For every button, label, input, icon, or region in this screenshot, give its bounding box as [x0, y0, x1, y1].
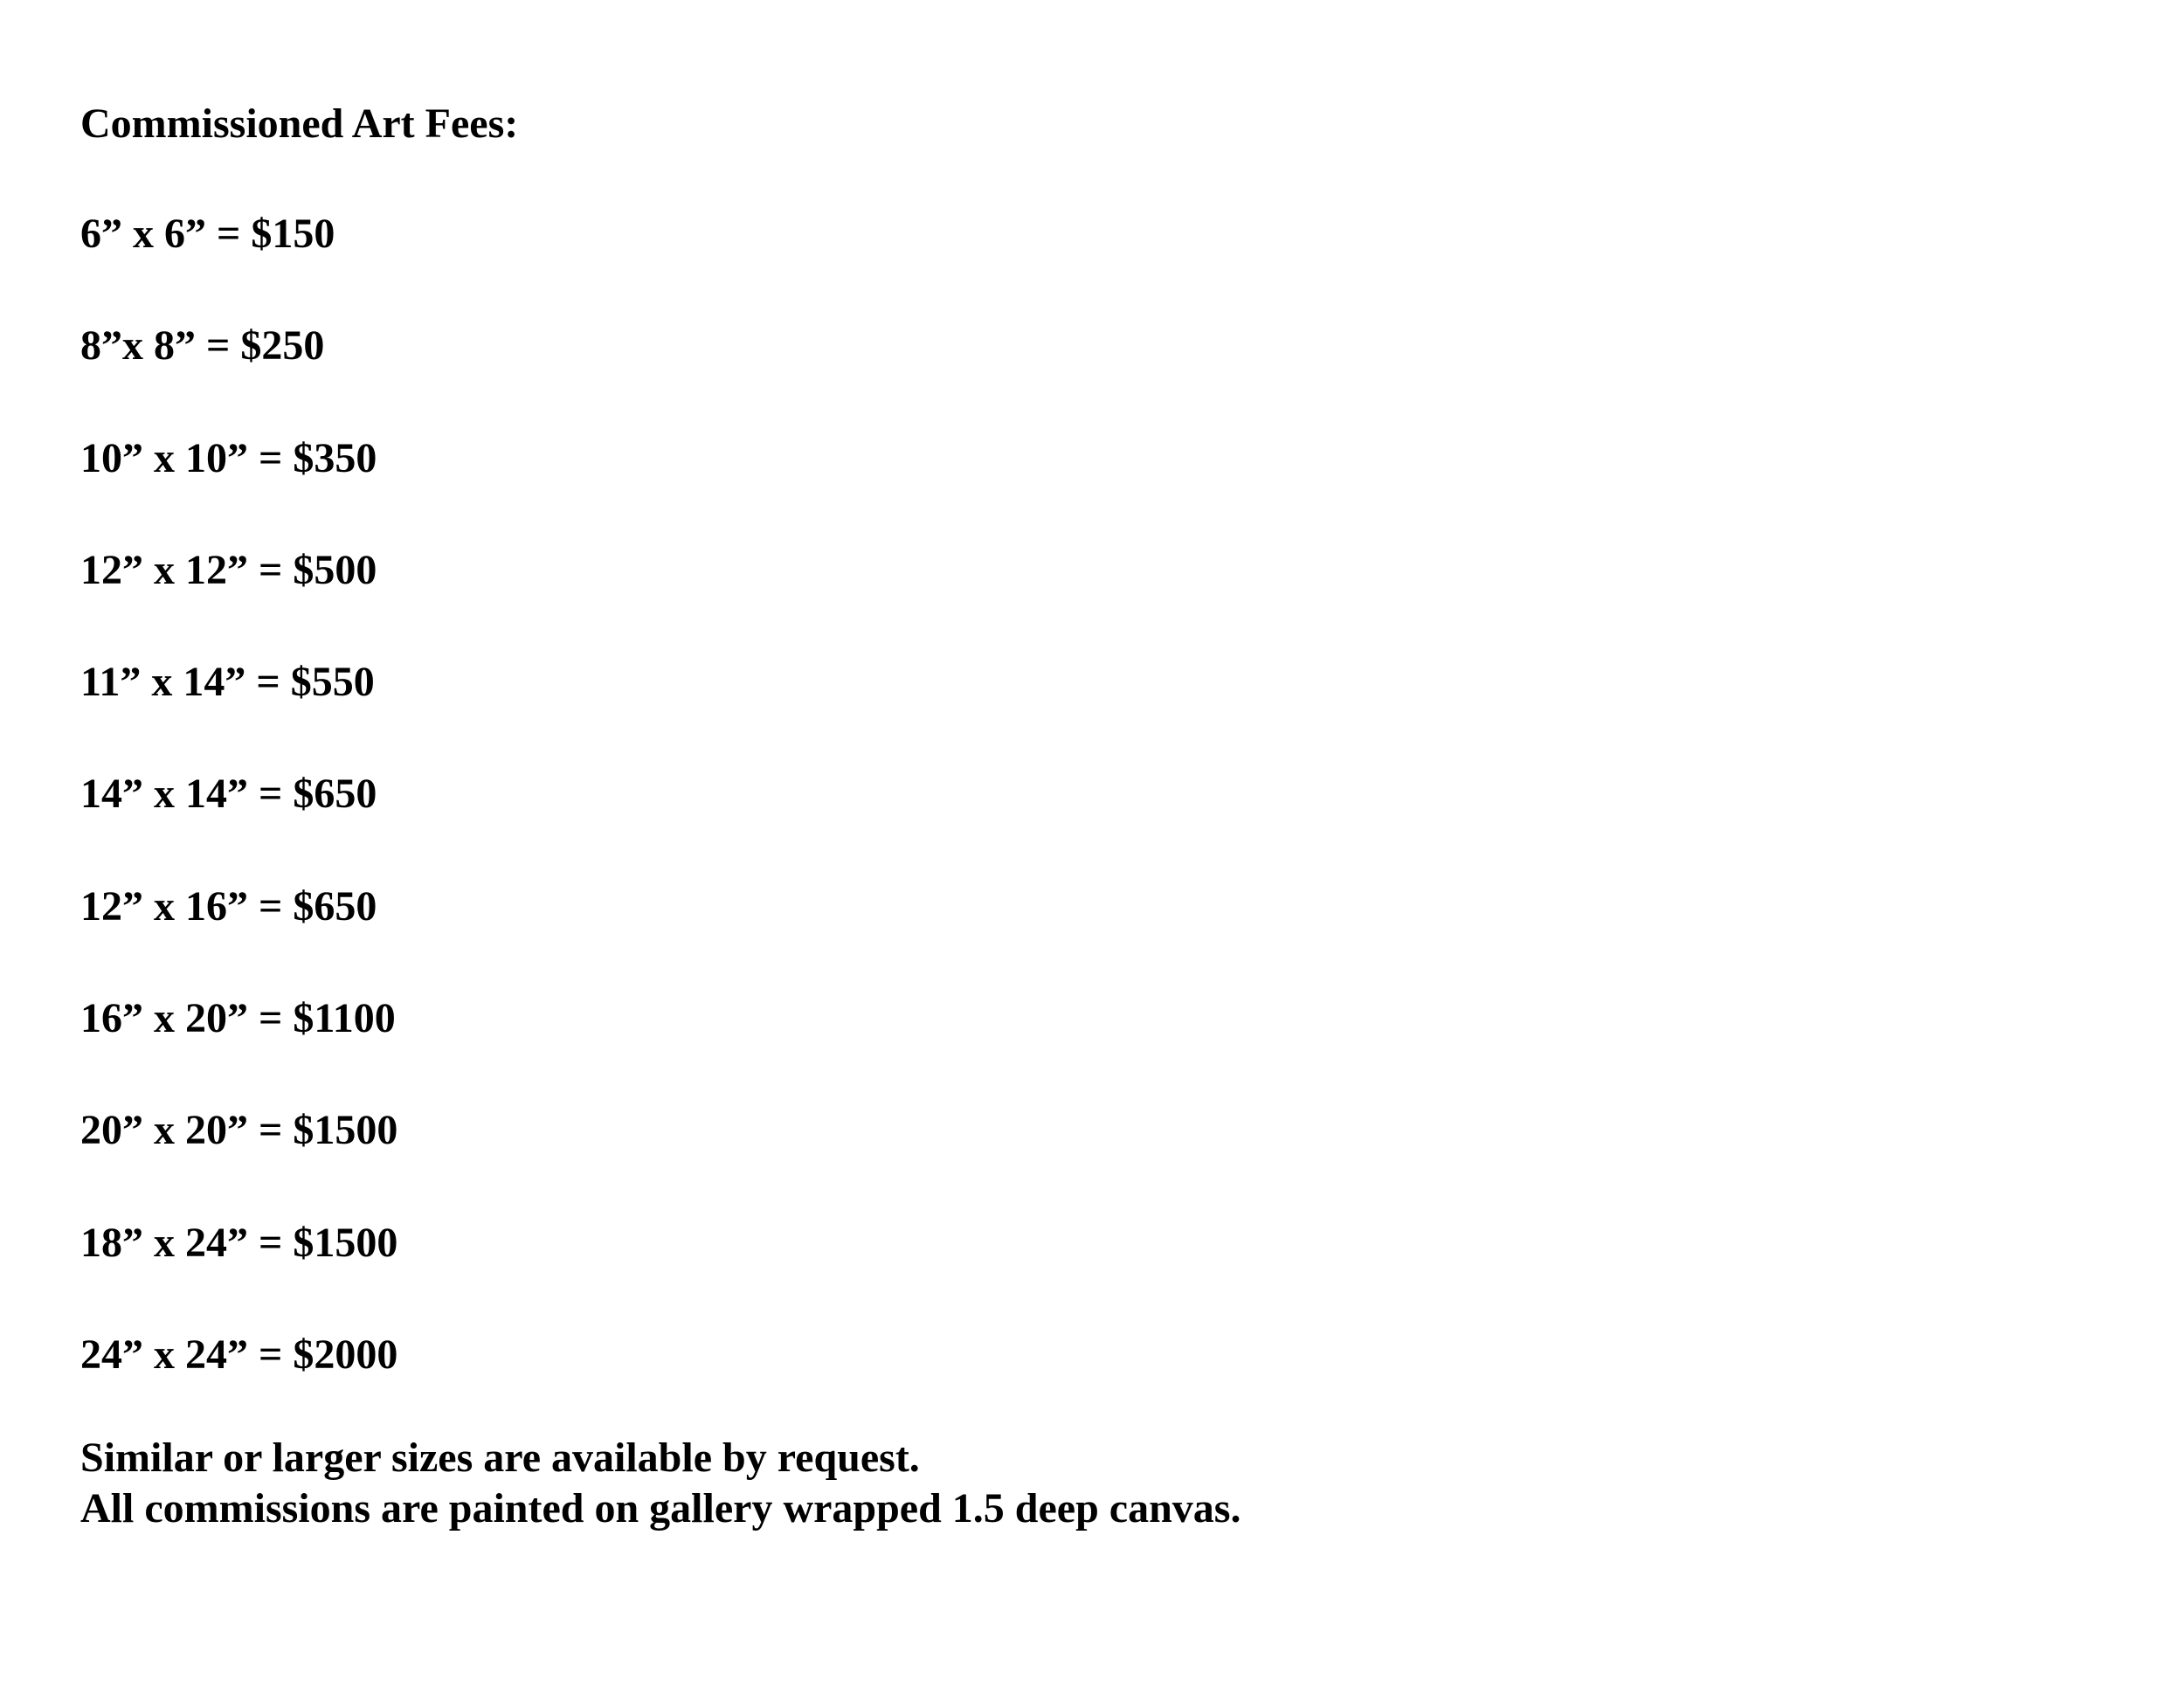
fee-item: 14” x 14” = $650	[80, 771, 377, 818]
page-title: Commissioned Art Fees:	[80, 100, 519, 147]
fee-item: 16” x 20” = $1100	[80, 995, 396, 1042]
fee-item: 6” x 6” = $150	[80, 211, 335, 257]
fee-item: 24” x 24” = $2000	[80, 1331, 398, 1378]
fee-item: 12” x 12” = $500	[80, 546, 377, 593]
note-sizes: Similar or larger sizes are available by request.	[80, 1435, 920, 1481]
fee-item: 18” x 24” = $1500	[80, 1219, 398, 1266]
document-page	[80, 0, 2090, 1687]
fee-item: 12” x 16” = $650	[80, 882, 377, 930]
fee-list	[80, 208, 397, 1441]
fee-item: 10” x 10” = $350	[80, 434, 377, 481]
notes-section	[80, 1433, 1241, 1534]
fee-item: 20” x 20” = $1500	[80, 1107, 398, 1154]
fee-item: 11” x 14” = $550	[80, 659, 375, 706]
fee-item: 8”x 8” = $250	[80, 322, 325, 370]
note-canvas: All commissions are painted on gallery wrapped 1.5 deep canvas.	[80, 1485, 1241, 1531]
